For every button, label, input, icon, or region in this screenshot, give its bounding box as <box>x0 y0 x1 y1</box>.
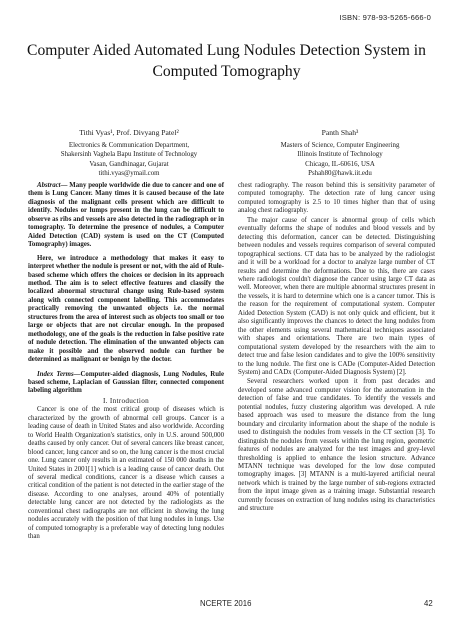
intro-paragraph: Cancer is one of the most critical group of diseases which is characterized by the growth of abnormal cell groups. Cancer is a leading cause of death in United States and also worldwide. According to World Health Organization's statistics, only in U.S. around 500,000 deaths caused by only cancer. Out of several cancers like breast cancer, blood cancer, lung cancer and so on, the lung cancer is the most crucial one. Lung cancer only results in an estimated of 150 000 deaths in the United States in 2001[1] which is a leading cause of cancer death. Out of several medical conditions, cancer is a disease which causes a critical condition of the patient is not detected in the earlier stage of the disease. According to one analyses, around 40% of potentially detectable lung cancer are not detected by the radiologists as the conventional chest radiographs are not efficient in showing the lung nodules accurately with the position of that lung nodules in lungs. Use of computed tomography is a preferable way of detecting lung nodules than <box>28 406 224 541</box>
section-heading-introduction: I. Introduction <box>102 396 150 405</box>
right-column <box>238 182 435 515</box>
index-terms <box>28 371 224 396</box>
body-paragraph: Several researchers worked upon it from past decades and developed some advanced computer vision for the automation in the detection of false and true candidates. To identify the vessels and potential nodules, fuzzy clustering algorithm was developed. A rule based approach was used to measure the distance from the lung boundary and circularity information about the shape of the nodule is used to distinguish the nodules from vessels in the CT section [3]. To distinguish the nodules from vessels within the lung region, geometric features of nodules are analyzed for the test images and grey-level thresholding is applied to enhance the lesion structure. Advance MTANN technique was developed for the low dose computed tomography images. [3] MTANN is a multi-layered artificial neural network which is trained by the large number of sub-regions extracted from the input image given as a training image. Substantial research currently focuses on extraction of lung nodules using its characteristics and structure <box>238 378 435 513</box>
author-block-right <box>252 128 428 178</box>
abstract-text: Many people worldwide die due to cancer and one of them is Lung Cancer. Many times it is caused because of the late diagnosis of the malignant cells present which are difficult to identify. Nodules or lumps present in the lung can be difficult to observe as ribs and vessels are also detected in the radiograph or in tomography. To determine the presence of nodules, a Computer Aided Detection (CAD) system is used on the CT (Computed Tomography) images. <box>28 182 224 249</box>
author-block-left <box>34 128 224 178</box>
author-email: tithi.vyas@ymail.com <box>98 169 160 177</box>
author-names-right: Panth Shah³ <box>321 128 359 137</box>
abstract-paragraph <box>28 182 224 250</box>
affiliation-line: Electronics & Communication Department, <box>68 142 190 150</box>
affiliation-line: Illinois Institute of Technology <box>297 151 383 159</box>
abstract-label: Abstract— <box>37 182 68 189</box>
affiliation-line: Masters of Science, Computer Engineering <box>280 142 400 150</box>
affiliation-line: Chicago, IL-60616, USA <box>305 160 375 168</box>
body-paragraph: The major cause of cancer is abnormal group of cells which eventually deforms the shape of nodules and blood vessels and by detecting this deformation, cancer can be detected. Distinguishing between nodules and vessels requires comparison of several computed topographical sections. CT data has to be analyzed by the radiologist and it will be a workload for a doctor to analyze large number of CT results and determine the deformations. Due to this, there are cases where radiologist couldn't diagnose the cancer using large CT data as well. Moreover, when there are multiple abnormal structures present in the vessels, it is hard to determine which one is a cancer tumor. This is the reason for the requirement of computational system. Computer Aided Detection System (CAD) is not only quick and efficient, but it also significantly improves the chances to detect the lung nodules from the other elements using several mathematical techniques associated with shapes and orientations. There are two main types of computational system developed by the researchers with the aim to detect true and false lesion candidates and to give the 100% sensitivity to the lung nodule. The first one is CADe (Computer-Aided Detection System) and CADx (Computer-Aided Diagnosis System) [2]. <box>238 216 435 376</box>
affiliation-line: Vasan, Gandhinagar, Gujarat <box>89 160 169 168</box>
page-number: 42 <box>424 599 433 608</box>
conference-footer: NCERTE 2016 <box>200 599 252 608</box>
body-paragraph: chest radiography. The reason behind this is sensitivity parameter of computed tomography. The detection rate of lung cancer using computed tomography is 2.5 to 10 times higher than that of using analog chest radiography. <box>238 182 435 215</box>
author-email: Pshah80@hawk.iit.edu <box>308 169 372 177</box>
affiliation-line: Shakersinh Vaghela Bapu Institute of Technology <box>60 151 198 159</box>
abstract-paragraph-2: Here, we introduce a methodology that makes it easy to interpret whether the nodule is present or not, with the aid of Rule-based scheme which offers the choices or decision in its approach method. The aim is to select effective features and classify the localized abnormal structural change using Rule-based system along with connected component labelling. This accommodates practically removing the unwanted objects i.e. the normal structures from the area of interest such as objects too small or too large or objects that are not circular enough. In the proposed methodology, one of the goals is the reduction in false positive rate of nodule detection. The elimination of the unwanted objects can make it possible and the observed nodule can further be determined as malignant or benign by the doctor. <box>28 254 224 364</box>
left-column <box>28 182 224 543</box>
isbn-header: ISBN: 978-93-5265-666-0 <box>339 13 431 22</box>
index-terms-text: Computer-aided diagnosis, Lung Nodules, Rule based scheme, Laplacian of Gaussian filter, connected component labeling algorithm <box>28 370 224 395</box>
author-names-left: Tithi Vyas¹, Prof. Divyang Patel² <box>79 128 179 137</box>
paper-title: Computer Aided Automated Lung Nodules Detection System in Computed Tomography <box>27 42 426 80</box>
index-terms-label: Index Terms— <box>37 370 81 378</box>
